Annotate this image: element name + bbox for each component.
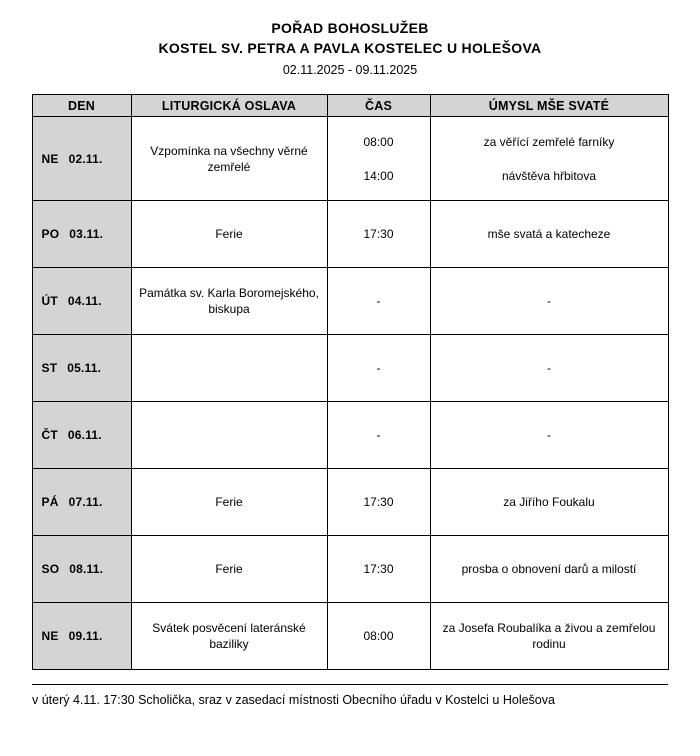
table-row bbox=[32, 402, 668, 469]
cell-intent bbox=[430, 117, 668, 201]
column-header-day: DEN bbox=[32, 95, 131, 117]
cell-time: - bbox=[327, 335, 430, 402]
schedule-table bbox=[32, 94, 669, 670]
column-header-time: ČAS bbox=[327, 95, 430, 117]
date-range: 02.11.2025 - 09.11.2025 bbox=[282, 63, 418, 77]
table-row bbox=[32, 335, 668, 402]
cell-intent: za Josefa Roubalíka a živou a zemřelou rodinu bbox=[430, 603, 668, 670]
day-date: 03.11. bbox=[69, 227, 104, 241]
cell-intent: - bbox=[430, 268, 668, 335]
cell-day bbox=[32, 335, 131, 402]
time-primary: 08:00 bbox=[363, 134, 394, 149]
day-date: 06.11. bbox=[67, 428, 102, 442]
cell-liturgy: Svátek posvěcení lateránské baziliky bbox=[131, 603, 327, 670]
day-of-week: ST bbox=[41, 361, 58, 375]
intent-primary: za věřící zemřelé farníky bbox=[483, 134, 615, 149]
cell-intent: - bbox=[430, 402, 668, 469]
table-row bbox=[32, 117, 668, 201]
cell-time bbox=[327, 117, 430, 201]
day-of-week: NE bbox=[41, 151, 59, 166]
cell-day bbox=[32, 536, 131, 603]
day-of-week: SO bbox=[41, 562, 60, 576]
cell-time: - bbox=[327, 402, 430, 469]
table-row bbox=[32, 268, 668, 335]
day-of-week: ČT bbox=[41, 428, 58, 442]
document-header bbox=[0, 0, 700, 80]
cell-intent: za Jiřího Foukalu bbox=[430, 469, 668, 536]
cell-day bbox=[32, 469, 131, 536]
cell-time: - bbox=[327, 268, 430, 335]
cell-day bbox=[32, 201, 131, 268]
cell-liturgy: Ferie bbox=[131, 201, 327, 268]
cell-time: 17:30 bbox=[327, 201, 430, 268]
cell-liturgy bbox=[131, 335, 327, 402]
cell-time: 17:30 bbox=[327, 536, 430, 603]
cell-liturgy: Ferie bbox=[131, 469, 327, 536]
cell-liturgy bbox=[131, 402, 327, 469]
cell-time: 17:30 bbox=[327, 469, 430, 536]
intent-secondary: návštěva hřbitova bbox=[501, 168, 597, 183]
cell-day bbox=[32, 117, 131, 201]
cell-intent: mše svatá a katecheze bbox=[430, 201, 668, 268]
column-header-liturgy: LITURGICKÁ OSLAVA bbox=[131, 95, 327, 117]
cell-liturgy: Vzpomínka na všechny věrné zemřelé bbox=[131, 117, 327, 201]
cell-time: 08:00 bbox=[327, 603, 430, 670]
day-date: 05.11. bbox=[67, 361, 102, 375]
table-row bbox=[32, 536, 668, 603]
cell-day bbox=[32, 603, 131, 670]
table-row bbox=[32, 201, 668, 268]
table-header-row bbox=[32, 95, 668, 117]
document-subtitle: KOSTEL SV. PETRA A PAVLA KOSTELEC U HOLEŠOVA bbox=[158, 40, 542, 56]
day-date: 02.11. bbox=[68, 151, 103, 166]
day-of-week: ÚT bbox=[41, 294, 58, 308]
cell-day bbox=[32, 268, 131, 335]
cell-liturgy: Památka sv. Karla Boromejského, biskupa bbox=[131, 268, 327, 335]
document-title: POŘAD BOHOSLUŽEB bbox=[271, 20, 429, 36]
day-date: 07.11. bbox=[68, 495, 103, 509]
day-date: 08.11. bbox=[69, 562, 104, 576]
cell-liturgy: Ferie bbox=[131, 536, 327, 603]
column-header-intent: ÚMYSL MŠE SVATÉ bbox=[430, 95, 668, 117]
day-date: 09.11. bbox=[68, 629, 103, 643]
day-date: 04.11. bbox=[67, 294, 102, 308]
day-of-week: PO bbox=[41, 227, 60, 241]
day-of-week: PÁ bbox=[41, 495, 59, 509]
footer-note: v úterý 4.11. 17:30 Scholička, sraz v zasedací místnosti Obecního úřadu v Kostelci u Holešova bbox=[32, 693, 555, 707]
day-of-week: NE bbox=[41, 629, 59, 643]
cell-intent: - bbox=[430, 335, 668, 402]
table-row bbox=[32, 469, 668, 536]
table-row bbox=[32, 603, 668, 670]
cell-intent: prosba o obnovení darů a milostí bbox=[430, 536, 668, 603]
cell-day bbox=[32, 402, 131, 469]
time-secondary: 14:00 bbox=[363, 168, 394, 183]
